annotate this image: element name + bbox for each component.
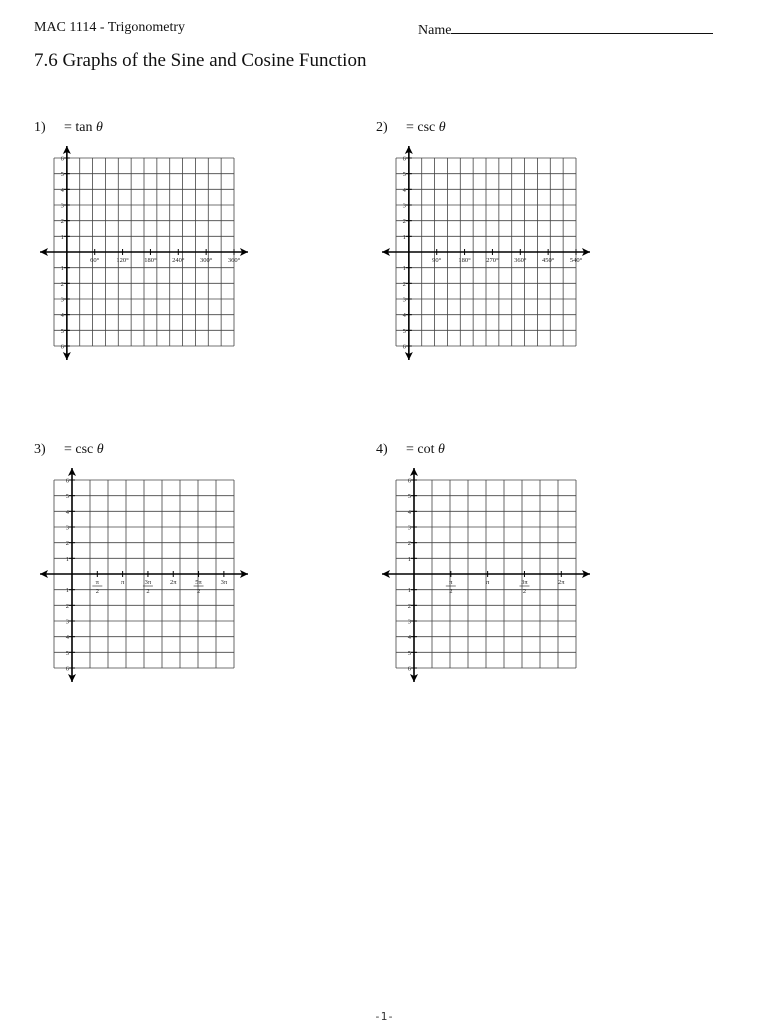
y-tick-label: 3 bbox=[402, 202, 406, 210]
x-tick-label: 300° bbox=[199, 257, 213, 264]
y-tick-label: 4 bbox=[402, 186, 406, 194]
y-tick-label: 2 bbox=[402, 218, 406, 226]
name-field[interactable] bbox=[418, 20, 713, 39]
problem-3-label bbox=[34, 442, 104, 458]
y-tick-label: 1 bbox=[402, 265, 406, 273]
graph-grid-2[interactable] bbox=[380, 146, 592, 362]
x-tick-label: 360° bbox=[227, 257, 241, 264]
y-tick-label: 4 bbox=[407, 634, 411, 642]
problem-2-label bbox=[376, 120, 446, 136]
x-tick-label: 3π bbox=[521, 579, 528, 586]
x-tick-label: 540° bbox=[569, 257, 583, 264]
x-tick-label: 120° bbox=[116, 257, 129, 264]
page-title: 7.6 Graphs of the Sine and Cosine Function bbox=[34, 50, 367, 71]
y-tick-label: 5 bbox=[402, 171, 406, 179]
x-tick-label: 240° bbox=[172, 257, 185, 264]
y-tick-label: 1 bbox=[60, 265, 64, 273]
y-tick-label: 3 bbox=[65, 524, 69, 532]
x-tick-label: 180° bbox=[144, 257, 157, 264]
y-tick-label: 4 bbox=[407, 508, 411, 516]
x-tick-label: π bbox=[485, 579, 490, 586]
page-number: -1- bbox=[374, 1010, 394, 1023]
y-tick-label: 4 bbox=[65, 508, 69, 516]
y-tick-label: 5 bbox=[60, 327, 64, 335]
y-tick-label: 1 bbox=[65, 555, 69, 563]
problem-1-label bbox=[34, 120, 103, 136]
y-tick-label: 1 bbox=[65, 587, 69, 595]
y-tick-label: 1 bbox=[407, 555, 411, 563]
y-tick-label: 1 bbox=[407, 587, 411, 595]
course-title: MAC 1114 - Trigonometry bbox=[34, 20, 186, 35]
x-tick-label: 5π bbox=[195, 579, 202, 586]
x-tick-label: 270° bbox=[486, 257, 499, 264]
y-tick-label: 5 bbox=[407, 493, 411, 501]
x-tick-label: 2 bbox=[196, 588, 201, 595]
y-tick-label: 5 bbox=[407, 649, 411, 657]
x-tick-label: 2π bbox=[557, 579, 565, 586]
y-tick-label: 3 bbox=[65, 618, 69, 626]
y-tick-label: 6 bbox=[402, 155, 406, 163]
theta-symbol: θ bbox=[96, 120, 103, 135]
y-tick-label: 2 bbox=[65, 540, 69, 548]
y-tick-label: 2 bbox=[60, 218, 64, 226]
x-tick-label: 60° bbox=[90, 257, 100, 264]
x-tick-label: 2π bbox=[169, 579, 177, 586]
theta-symbol: θ bbox=[438, 120, 446, 135]
y-tick-label: 6 bbox=[60, 155, 64, 163]
x-tick-label: 2 bbox=[522, 588, 527, 595]
problem-4-label bbox=[376, 442, 445, 458]
y-tick-label: 1 bbox=[402, 233, 406, 241]
name-label: Name bbox=[418, 23, 452, 38]
y-tick-label: 6 bbox=[65, 665, 69, 673]
x-tick-label: 2 bbox=[449, 588, 453, 595]
y-tick-label: 6 bbox=[407, 665, 411, 673]
y-tick-label: 5 bbox=[65, 649, 69, 657]
y-tick-label: 3 bbox=[407, 524, 411, 532]
x-tick-label: π bbox=[449, 579, 453, 586]
graph-grid-4[interactable] bbox=[380, 468, 592, 684]
x-tick-label: 3π bbox=[220, 579, 228, 586]
y-tick-label: 2 bbox=[65, 602, 69, 610]
y-tick-label: 6 bbox=[407, 477, 411, 485]
y-tick-label: 3 bbox=[60, 202, 64, 210]
x-tick-label: 2 bbox=[146, 588, 150, 595]
y-tick-label: 2 bbox=[60, 280, 64, 288]
problem-number: 3) bbox=[34, 442, 46, 457]
y-tick-label: 2 bbox=[402, 280, 406, 288]
y-tick-label: 6 bbox=[60, 343, 64, 351]
x-tick-label: 2 bbox=[95, 588, 99, 595]
y-tick-label: 4 bbox=[60, 186, 64, 194]
x-tick-label: 360° bbox=[514, 257, 527, 264]
y-tick-label: 6 bbox=[402, 343, 406, 351]
y-tick-label: 2 bbox=[407, 602, 411, 610]
x-tick-label: 90° bbox=[432, 257, 442, 264]
problem-equation: = csc bbox=[64, 442, 94, 457]
y-tick-label: 5 bbox=[60, 171, 64, 179]
problem-equation: = tan bbox=[64, 120, 93, 135]
y-tick-label: 5 bbox=[65, 493, 69, 501]
y-tick-label: 3 bbox=[402, 296, 406, 304]
y-tick-label: 3 bbox=[60, 296, 64, 304]
problem-equation: = csc bbox=[406, 120, 436, 135]
y-tick-label: 4 bbox=[60, 312, 64, 320]
theta-symbol: θ bbox=[96, 442, 104, 457]
x-tick-label: 3π bbox=[144, 579, 152, 586]
problem-number: 1) bbox=[34, 120, 46, 135]
x-tick-label: π bbox=[120, 579, 125, 586]
x-tick-label: π bbox=[95, 579, 99, 586]
y-tick-label: 6 bbox=[65, 477, 69, 485]
graph-grid-3[interactable] bbox=[38, 468, 250, 684]
y-tick-label: 2 bbox=[407, 540, 411, 548]
theta-symbol: θ bbox=[438, 442, 445, 457]
x-tick-label: 180° bbox=[458, 257, 471, 264]
y-tick-label: 4 bbox=[65, 634, 69, 642]
y-tick-label: 3 bbox=[407, 618, 411, 626]
problem-number: 4) bbox=[376, 442, 388, 457]
y-tick-label: 4 bbox=[402, 312, 406, 320]
y-tick-label: 1 bbox=[60, 233, 64, 241]
problem-number: 2) bbox=[376, 120, 388, 135]
x-tick-label: 450° bbox=[541, 257, 555, 264]
graph-grid-1[interactable] bbox=[38, 146, 250, 362]
problem-equation: = cot bbox=[406, 442, 435, 457]
name-blank-line[interactable] bbox=[451, 20, 713, 34]
y-tick-label: 5 bbox=[402, 327, 406, 335]
